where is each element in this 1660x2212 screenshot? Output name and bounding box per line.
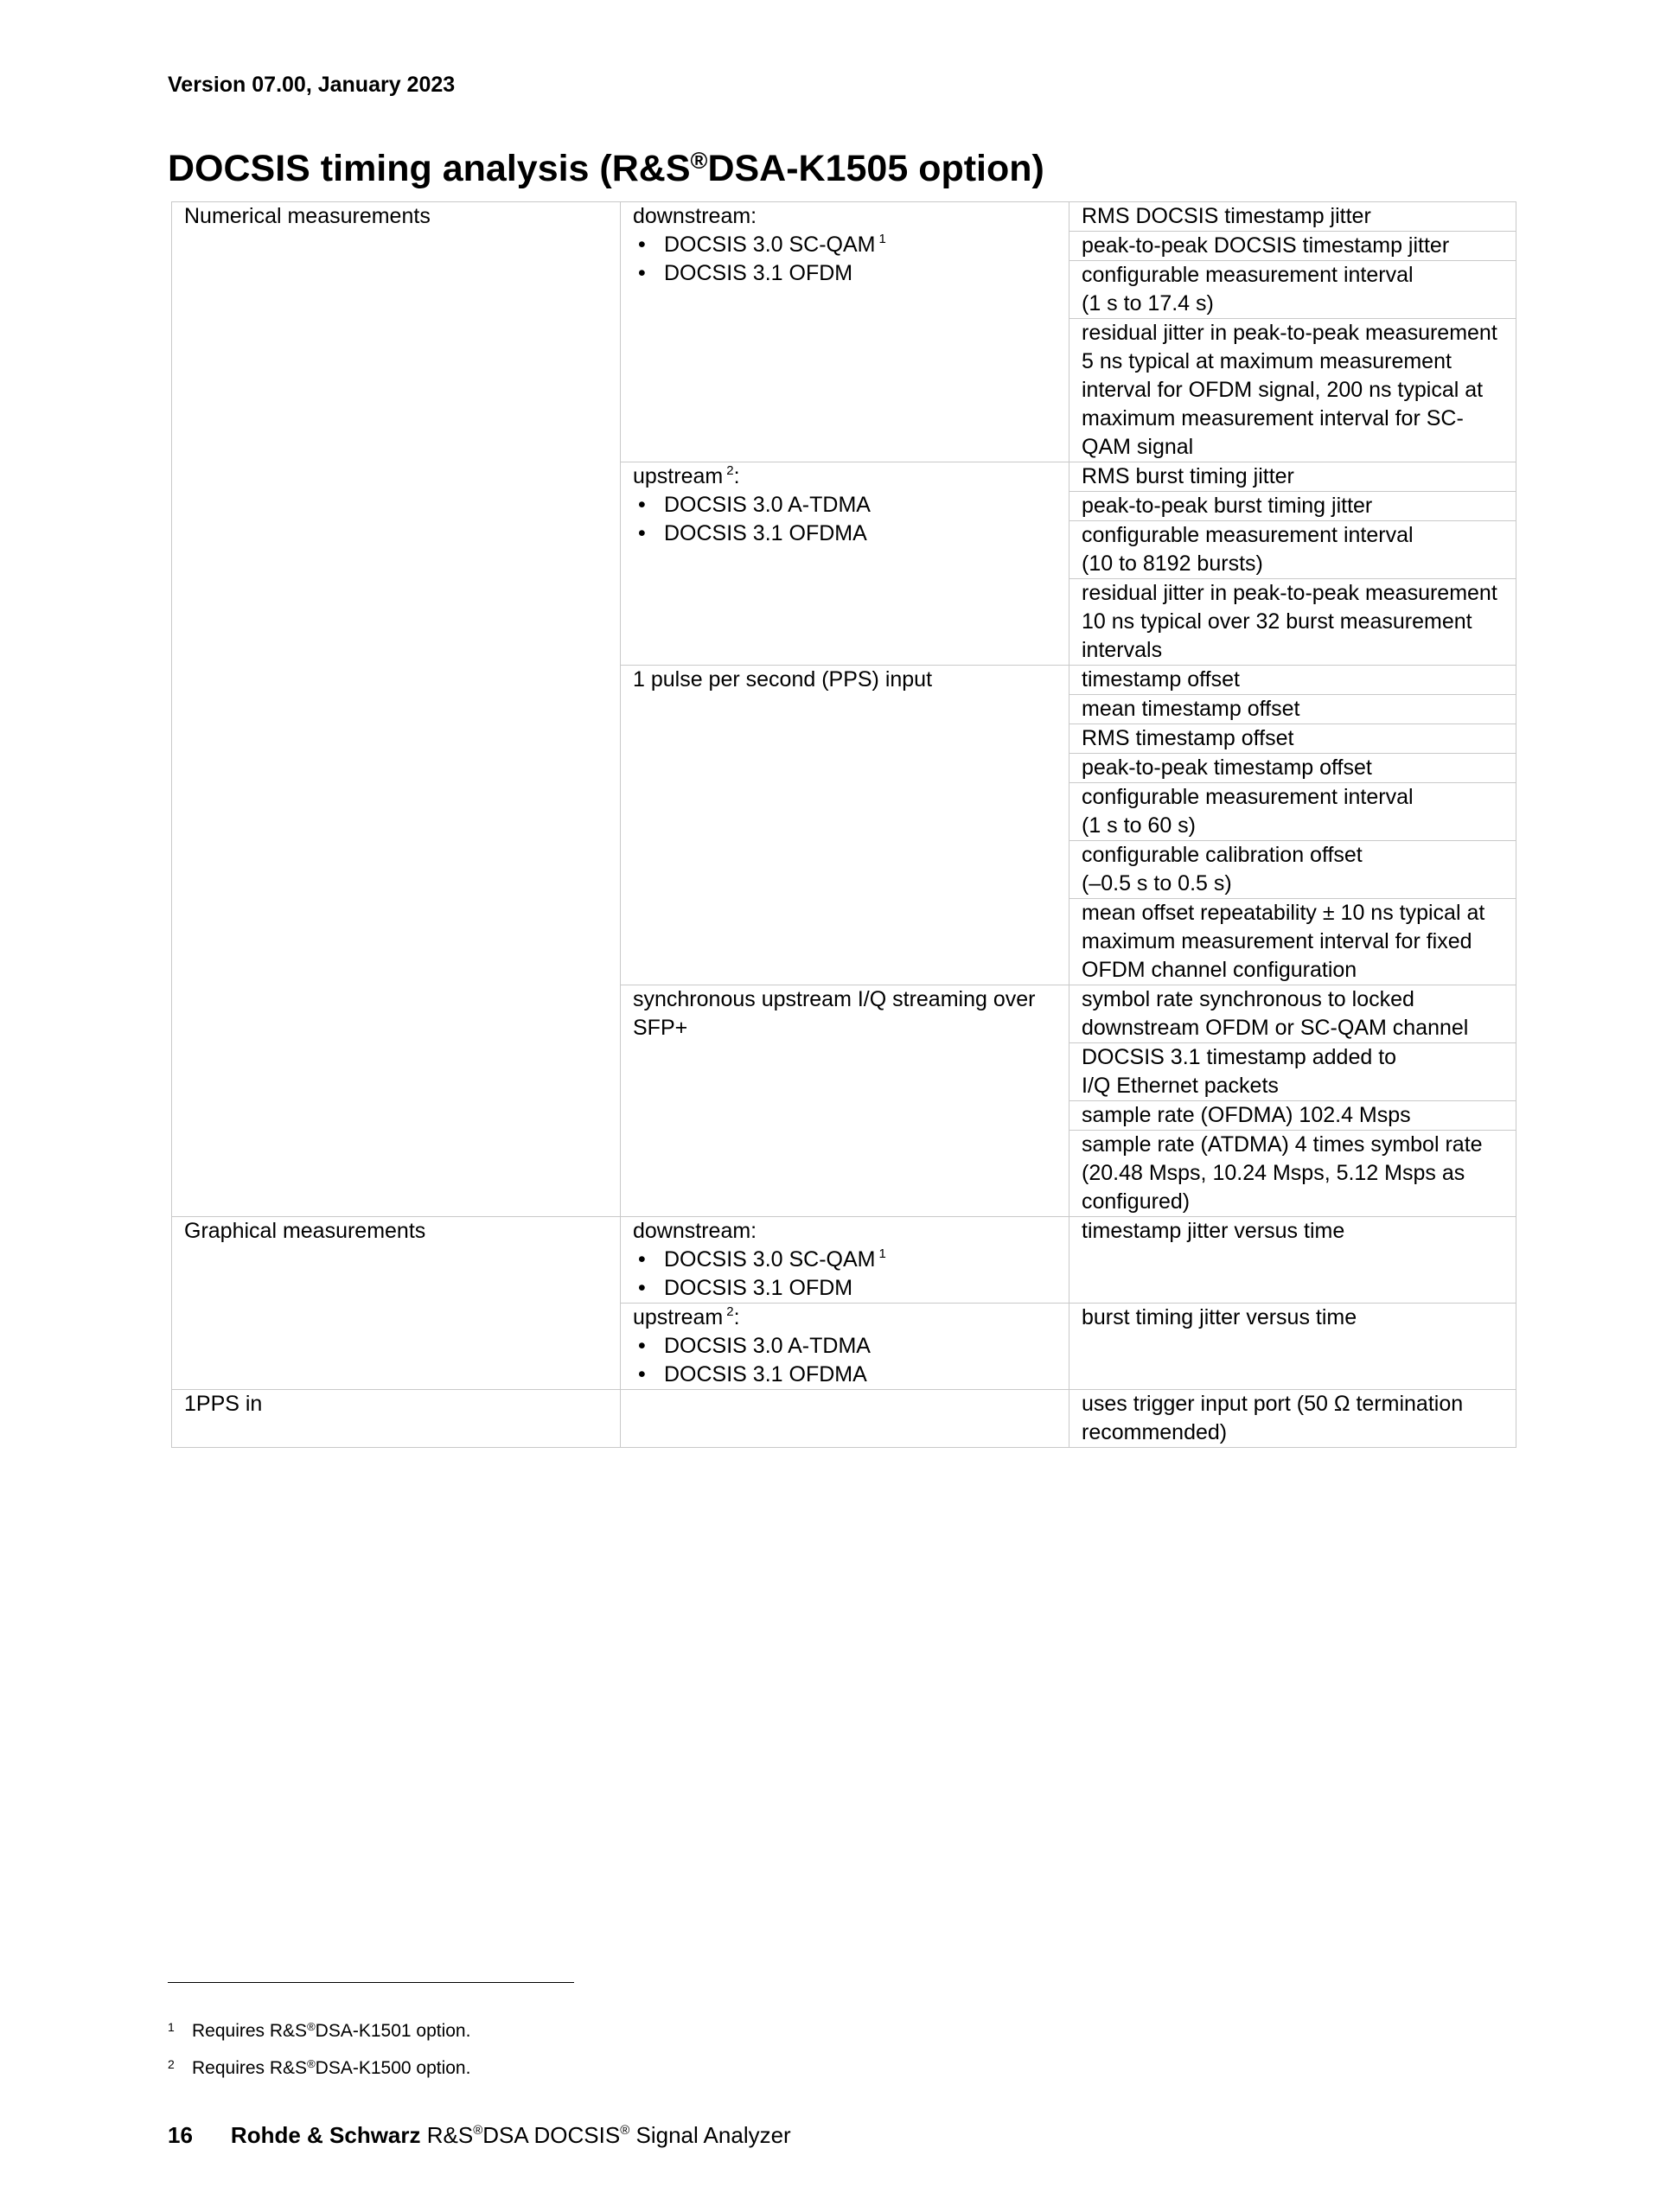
category-label: Numerical measurements: [184, 204, 431, 228]
interface-heading-text: 1 pulse per second (PPS) input: [633, 667, 933, 692]
interface-heading-text: synchronous upstream I/Q streaming over SFP+: [633, 987, 1036, 1040]
value-text: mean offset repeatability ± 10 ns typical at maximum measurement interval for fixed OFDM channel configuration: [1082, 901, 1485, 982]
value-text: timestamp offset: [1082, 667, 1240, 692]
footnote-1: [168, 2020, 470, 2042]
interface-list-item: [633, 491, 1057, 520]
category-cell: [172, 202, 621, 1217]
interface-cell: [621, 1304, 1069, 1390]
value-item: [1069, 666, 1516, 694]
interface-heading-text: upstream: [633, 1305, 724, 1329]
product-name-end: Signal Analyzer: [629, 2122, 791, 2148]
values-cell: [1069, 666, 1516, 985]
value-text: burst timing jitter versus time: [1082, 1305, 1357, 1329]
values-cell: [1069, 1304, 1516, 1390]
value-text: RMS DOCSIS timestamp jitter: [1082, 204, 1371, 228]
value-text: RMS timestamp offset: [1082, 726, 1294, 750]
value-item: [1069, 462, 1516, 491]
value-item: [1069, 898, 1516, 985]
interface-cell: [621, 1217, 1069, 1304]
values-cell: [1069, 1390, 1516, 1448]
interface-name: DOCSIS 3.1 OFDMA: [664, 521, 867, 545]
interface-name: DOCSIS 3.0 A-TDMA: [664, 1334, 871, 1358]
registered-mark: ®: [307, 2020, 316, 2033]
interface-cell: [621, 666, 1069, 985]
value-text: configurable measurement interval: [1082, 523, 1414, 547]
interface-list: [633, 1332, 1057, 1389]
footnote-number: 1: [168, 2020, 175, 2034]
value-text: recommended): [1082, 1420, 1228, 1444]
category-cell: [172, 1390, 621, 1448]
table-row: [172, 1390, 1516, 1448]
value-text: (1 s to 60 s): [1082, 813, 1196, 838]
interface-name: DOCSIS 3.1 OFDM: [664, 261, 853, 285]
title-text-start: DOCSIS timing analysis (R&S: [168, 148, 691, 189]
value-item: [1069, 1100, 1516, 1130]
value-item: [1069, 231, 1516, 260]
registered-mark: ®: [620, 2123, 630, 2138]
value-item: [1069, 985, 1516, 1042]
interface-list-item: [633, 1332, 1057, 1361]
interface-list-item: [633, 1361, 1057, 1389]
value-item: [1069, 260, 1516, 318]
registered-mark: ®: [307, 2057, 316, 2070]
value-item: [1069, 1042, 1516, 1100]
value-item: [1069, 753, 1516, 782]
interface-cell: [621, 1390, 1069, 1448]
footnote-ref: 2: [726, 463, 734, 478]
interface-list: [633, 231, 1057, 288]
value-text: peak-to-peak burst timing jitter: [1082, 494, 1373, 518]
footnote-rule: [168, 1982, 574, 1983]
footnote-text: Requires R&S: [192, 2058, 308, 2078]
interface-list-item: [633, 520, 1057, 548]
value-list: [1069, 1304, 1516, 1332]
interface-heading-suffix: :: [733, 464, 740, 488]
interface-heading: [633, 985, 1057, 1042]
value-text: mean timestamp offset: [1082, 697, 1300, 721]
value-item: [1069, 1217, 1516, 1246]
value-item: [1069, 782, 1516, 840]
category-label: Graphical measurements: [184, 1219, 426, 1243]
product-name-mid: DSA DOCSIS: [482, 2122, 621, 2148]
value-text: sample rate (ATDMA) 4 times symbol rate (20.48 Msps, 10.24 Msps, 5.12 Msps as configured): [1082, 1132, 1483, 1214]
footnote-ref: 2: [726, 1304, 734, 1319]
table-row: [172, 1217, 1516, 1304]
value-list: [1069, 462, 1516, 665]
spec-table: [171, 201, 1516, 1448]
value-text: residual jitter in peak-to-peak measurement 5 ns typical at maximum measurement interval for OFDM signal, 200 ns typical at maximum measurement interval for SC-QAM signal: [1082, 321, 1497, 459]
value-item: [1069, 1304, 1516, 1332]
interface-heading-text: downstream:: [633, 1219, 757, 1243]
interface-list: [633, 491, 1057, 548]
footnote-text: Requires R&S: [192, 2021, 308, 2041]
interface-heading: [633, 1217, 1057, 1246]
value-text: timestamp jitter versus time: [1082, 1219, 1345, 1243]
interface-name: DOCSIS 3.0 SC-QAM: [664, 233, 876, 257]
value-text: configurable measurement interval: [1082, 785, 1414, 809]
value-item: [1069, 840, 1516, 898]
footnote-number: 2: [168, 2057, 175, 2071]
registered-mark: ®: [473, 2123, 483, 2138]
value-text: configurable calibration offset: [1082, 843, 1363, 867]
value-item: [1069, 694, 1516, 724]
interface-heading-suffix: :: [733, 1305, 740, 1329]
value-item: [1069, 491, 1516, 520]
value-text: peak-to-peak timestamp offset: [1082, 755, 1372, 780]
interface-cell: [621, 985, 1069, 1217]
value-text: RMS burst timing jitter: [1082, 464, 1294, 488]
category-label: 1PPS in: [184, 1392, 263, 1416]
document-version: Version 07.00, January 2023: [168, 73, 456, 97]
title-text-end: DSA-K1505 option): [707, 148, 1044, 189]
interface-list: [633, 1246, 1057, 1303]
category-cell: [172, 1217, 621, 1390]
interface-cell: [621, 462, 1069, 666]
values-cell: [1069, 1217, 1516, 1304]
interface-heading: [633, 202, 1057, 231]
value-list: [1069, 666, 1516, 985]
table-row: [172, 202, 1516, 462]
value-text: (–0.5 s to 0.5 s): [1082, 871, 1232, 896]
registered-mark: ®: [690, 148, 708, 174]
page-number: 16: [168, 2122, 193, 2148]
value-item: [1069, 578, 1516, 665]
interface-heading: [633, 462, 1057, 491]
value-list: [1069, 1217, 1516, 1246]
value-list: [1069, 1390, 1516, 1447]
value-text: residual jitter in peak-to-peak measurement 10 ns typical over 32 burst measurement intervals: [1082, 581, 1497, 662]
interface-name: DOCSIS 3.1 OFDMA: [664, 1362, 867, 1386]
value-text: uses trigger input port (50 Ω termination: [1082, 1392, 1464, 1416]
interface-list-item: [633, 1246, 1057, 1274]
value-item: [1069, 1390, 1516, 1447]
section-title: [168, 147, 1044, 192]
footnote-text-end: DSA-K1501 option.: [315, 2021, 471, 2041]
value-text: DOCSIS 3.1 timestamp added to: [1082, 1045, 1397, 1069]
value-text: (10 to 8192 bursts): [1082, 551, 1263, 576]
interface-heading-text: downstream:: [633, 204, 757, 228]
interface-name: DOCSIS 3.0 A-TDMA: [664, 493, 871, 517]
value-item: [1069, 520, 1516, 578]
footnote-text-end: DSA-K1500 option.: [315, 2058, 471, 2078]
interface-list-item: [633, 231, 1057, 259]
footnote-2: [168, 2057, 470, 2079]
value-text: (1 s to 17.4 s): [1082, 291, 1214, 316]
values-cell: [1069, 462, 1516, 666]
value-list: [1069, 985, 1516, 1216]
value-text: I/Q Ethernet packets: [1082, 1074, 1279, 1098]
page-footer: [168, 2122, 791, 2149]
value-item: [1069, 202, 1516, 231]
value-text: symbol rate synchronous to locked downstream OFDM or SC-QAM channel: [1082, 987, 1469, 1040]
interface-cell: [621, 202, 1069, 462]
interface-heading: [633, 1304, 1057, 1332]
interface-list-item: [633, 1274, 1057, 1303]
interface-name: DOCSIS 3.1 OFDM: [664, 1276, 853, 1300]
brand-name: Rohde & Schwarz: [230, 2122, 421, 2148]
value-list: [1069, 202, 1516, 462]
value-text: sample rate (OFDMA) 102.4 Msps: [1082, 1103, 1411, 1127]
values-cell: [1069, 202, 1516, 462]
value-text: configurable measurement interval: [1082, 263, 1414, 287]
product-name-start: R&S: [420, 2122, 474, 2148]
value-item: [1069, 318, 1516, 462]
interface-heading-text: upstream: [633, 464, 724, 488]
footnote-ref: 1: [878, 232, 886, 246]
value-item: [1069, 724, 1516, 753]
values-cell: [1069, 985, 1516, 1217]
footnote-ref: 1: [878, 1246, 886, 1261]
interface-list-item: [633, 259, 1057, 288]
interface-name: DOCSIS 3.0 SC-QAM: [664, 1247, 876, 1272]
value-text: peak-to-peak DOCSIS timestamp jitter: [1082, 233, 1450, 258]
interface-heading: [633, 666, 1057, 694]
value-item: [1069, 1130, 1516, 1216]
